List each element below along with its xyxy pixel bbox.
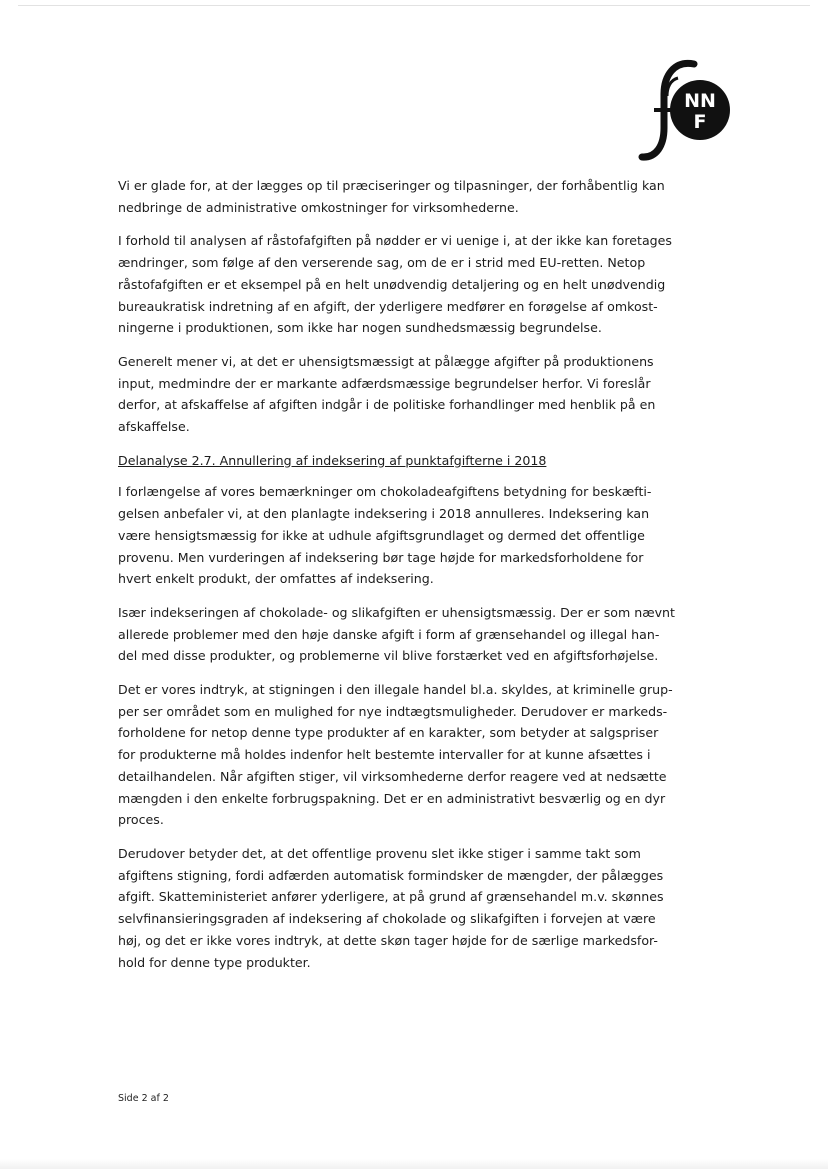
text-line: input, medmindre der er markante adfærdsmæssige begrundelser herfor. Vi foreslår xyxy=(118,375,651,391)
text-line: afskaffelse. xyxy=(118,419,190,435)
text-line: høj, og det er ikke vores indtryk, at dette skøn tager højde for de særlige markedsfor- xyxy=(118,932,658,948)
text-line: detailhandelen. Når afgiften stiger, vil virksomhederne derfor reagere ved at nedsætte xyxy=(118,768,667,784)
scan-edge xyxy=(0,1159,828,1169)
text-line: proces. xyxy=(118,812,164,828)
text-line: Især indekseringen af chokolade- og slikafgiften er uhensigtsmæssig. Der er som nævnt xyxy=(118,604,675,620)
section-heading: Delanalyse 2.7. Annullering af indeksering af punktafgifterne i 2018 xyxy=(118,452,547,468)
paragraph-1 xyxy=(118,175,678,218)
logo-text-bottom: F xyxy=(693,111,707,133)
text-line: I forlængelse af vores bemærkninger om chokoladeafgiftens betydning for beskæfti- xyxy=(118,484,652,500)
paragraph-6 xyxy=(118,679,678,831)
text-line: Derudover betyder det, at det offentlige provenu slet ikke stiger i samme takt som xyxy=(118,845,641,861)
top-rule xyxy=(18,5,810,6)
text-line: afgiftens stigning, fordi adfærden automatisk formindsker de mængder, der pålægges xyxy=(118,867,664,883)
page-number-footer: Side 2 af 2 xyxy=(118,1093,169,1104)
paragraph-5 xyxy=(118,602,678,667)
text-line: afgift. Skatteministeriet anfører yderligere, at på grund af grænsehandel m.v. skønnes xyxy=(118,889,664,905)
text-line: for produkterne må holdes indenfor helt bestemte intervaller for at kunne afsættes i xyxy=(118,747,651,763)
text-line: forholdene for netop denne type produkter af en karakter, som betyder at salgspriser xyxy=(118,725,659,741)
paragraph-7 xyxy=(118,843,678,973)
text-line: gelsen anbefaler vi, at den planlagte indeksering i 2018 annulleres. Indeksering kan xyxy=(118,506,650,522)
body-text xyxy=(118,175,678,985)
text-line: råstofafgiften er et eksempel på en helt unødvendig detaljering og en helt unødvendig xyxy=(118,276,666,292)
text-line: derfor, at afskaffelse af afgiften indgår i de politiske forhandlinger med henblik på en xyxy=(118,397,656,413)
text-line: selvfinansieringsgraden af indeksering af chokolade og slikafgiften i forvejen at være xyxy=(118,911,656,927)
text-line: hold for denne type produkter. xyxy=(118,954,311,970)
text-line: være hensigtsmæssig for ikke at udhule afgiftsgrundlaget og dermed det offentlige xyxy=(118,527,645,543)
text-line: mængden i den enkelte forbrugspakning. Det er en administrativt besværlig og en dyr xyxy=(118,790,666,806)
text-line: bureaukratisk indretning af en afgift, der yderligere medfører en forøgelse af omkost- xyxy=(118,298,658,314)
text-line: Vi er glade for, at der lægges op til præciseringer og tilpasninger, der forhåbentlig kan xyxy=(118,178,665,193)
logo-text-top: NN xyxy=(684,90,716,112)
paragraph-3 xyxy=(118,351,678,438)
text-line: Det er vores indtryk, at stigningen i den illegale handel bl.a. skyldes, at kriminelle grup- xyxy=(118,682,673,698)
text-line: allerede problemer med den høje danske afgift i form af grænsehandel og illegal han- xyxy=(118,626,660,642)
text-line: nedbringe de administrative omkostninger for virksomhederne. xyxy=(118,199,519,215)
text-line: ændringer, som følge af den verserende sag, om de er i strid med EU-retten. Netop xyxy=(118,255,646,271)
text-line: hvert enkelt produkt, der omfattes af indeksering. xyxy=(118,571,434,587)
paragraph-4 xyxy=(118,481,678,590)
text-line: del med disse produkter, og problemerne vil blive forstærket ved en afgiftsforhøjelse. xyxy=(118,648,659,664)
text-line: I forhold til analysen af råstofafgiften på nødder er vi uenige i, at der ikke kan foretages xyxy=(118,233,672,249)
paragraph-2 xyxy=(118,230,678,339)
text-line: provenu. Men vurderingen af indeksering bør tage højde for markedsforholdene for xyxy=(118,549,644,565)
text-line: ningerne i produktionen, som ikke har nogen sundhedsmæssig begrundelse. xyxy=(118,320,602,336)
text-line: Generelt mener vi, at det er uhensigtsmæssigt at pålægge afgifter på produktionens xyxy=(118,353,654,369)
text-line: per ser området som en mulighed for nye indtægtsmuligheder. Derudover er markeds- xyxy=(118,703,668,719)
nnf-logo-icon xyxy=(634,58,738,162)
